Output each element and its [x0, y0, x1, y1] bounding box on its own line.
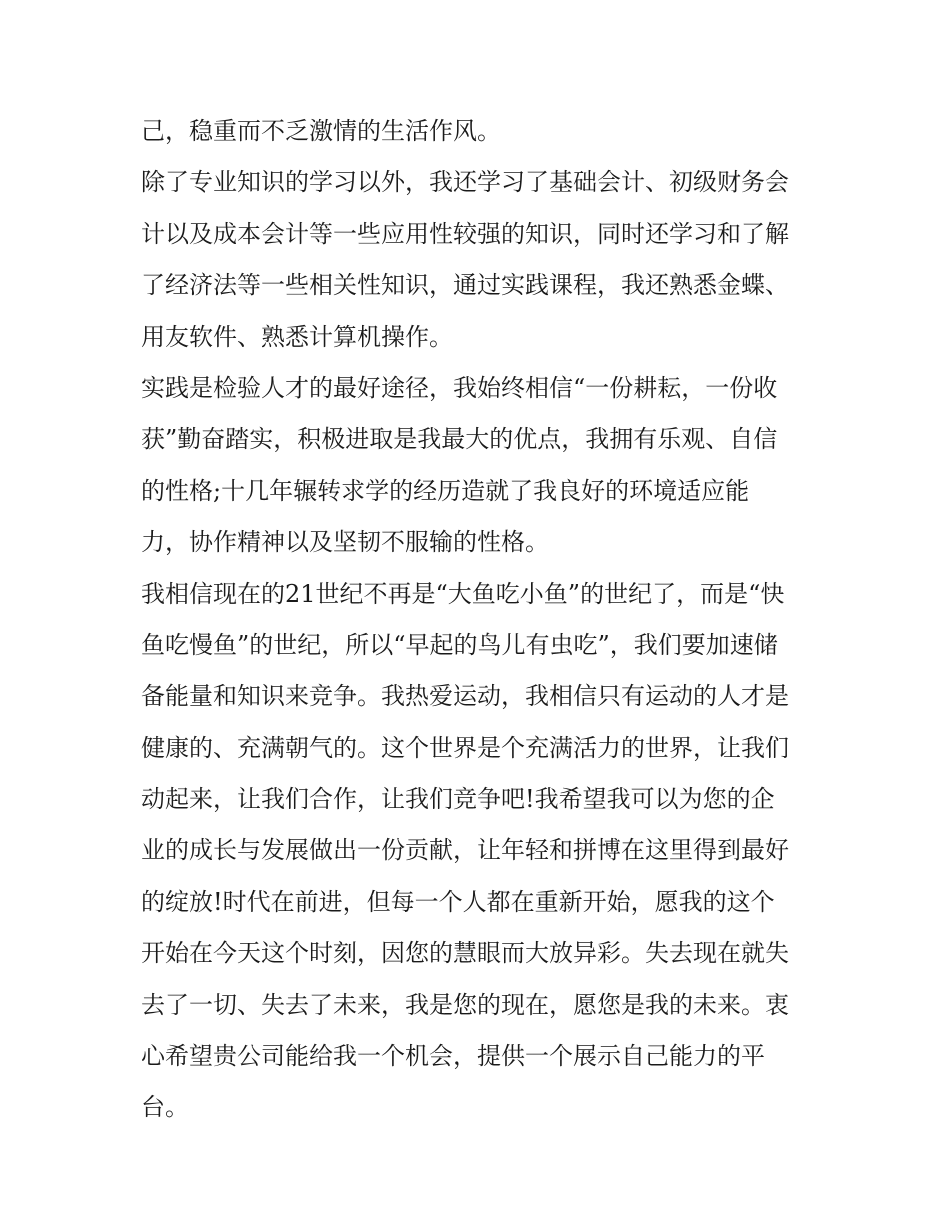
text-line: 动起来，让我们合作，让我们竞争吧!我希望我可以为您的企: [141, 785, 775, 814]
text-line: 开始在今天这个时刻，因您的慧眼而大放异彩。失去现在就失: [141, 939, 789, 968]
text-line: 心希望贵公司能给我一个机会，提供一个展示自己能力的平: [141, 1042, 765, 1071]
text-line: 计以及成本会计等一些应用性较强的知识，同时还学习和了解: [141, 219, 789, 248]
text-line: 业的成长与发展做出一份贡献，让年轻和拼博在这里得到最好: [141, 836, 789, 865]
text-line: 健康的、充满朝气的。这个世界是个充满活力的世界，让我们: [141, 733, 789, 762]
text-line: 去了一切、失去了未来，我是您的现在，愿您是我的未来。衷: [141, 990, 789, 1019]
text-line: 实践是检验人才的最好途径，我始终相信“一份耕耘，一份收: [141, 373, 778, 402]
text-line: 除了专业知识的学习以外，我还学习了基础会计、初级财务会: [141, 168, 789, 197]
text-line: 力，协作精神以及坚韧不服输的性格。: [141, 528, 549, 557]
text-line: 的性格;十几年辗转求学的经历造就了我良好的环境适应能: [141, 476, 750, 505]
text-line: 己，稳重而不乏激情的生活作风。: [141, 117, 501, 145]
text-line: 了经济法等一些相关性知识，通过实践课程，我还熟悉金蝶、: [141, 271, 789, 300]
document-body: [141, 106, 821, 1134]
text-line: 获”勤奋踏实，积极进取是我最大的优点，我拥有乐观、自信: [141, 425, 778, 454]
text-line: 备能量和知识来竞争。我热爱运动，我相信只有运动的人才是: [141, 682, 789, 711]
text-line: 鱼吃慢鱼”的世纪，所以“早起的鸟儿有虫吃”，我们要加速储: [141, 630, 778, 659]
text-line: 用友软件、熟悉计算机操作。: [141, 322, 453, 351]
text-line: 的绽放!时代在前进，但每一个人都在重新开始，愿我的这个: [141, 887, 775, 916]
text-line: 我相信现在的21世纪不再是“大鱼吃小鱼”的世纪了，而是“快: [141, 579, 785, 608]
text-line: 台。: [141, 1093, 189, 1122]
